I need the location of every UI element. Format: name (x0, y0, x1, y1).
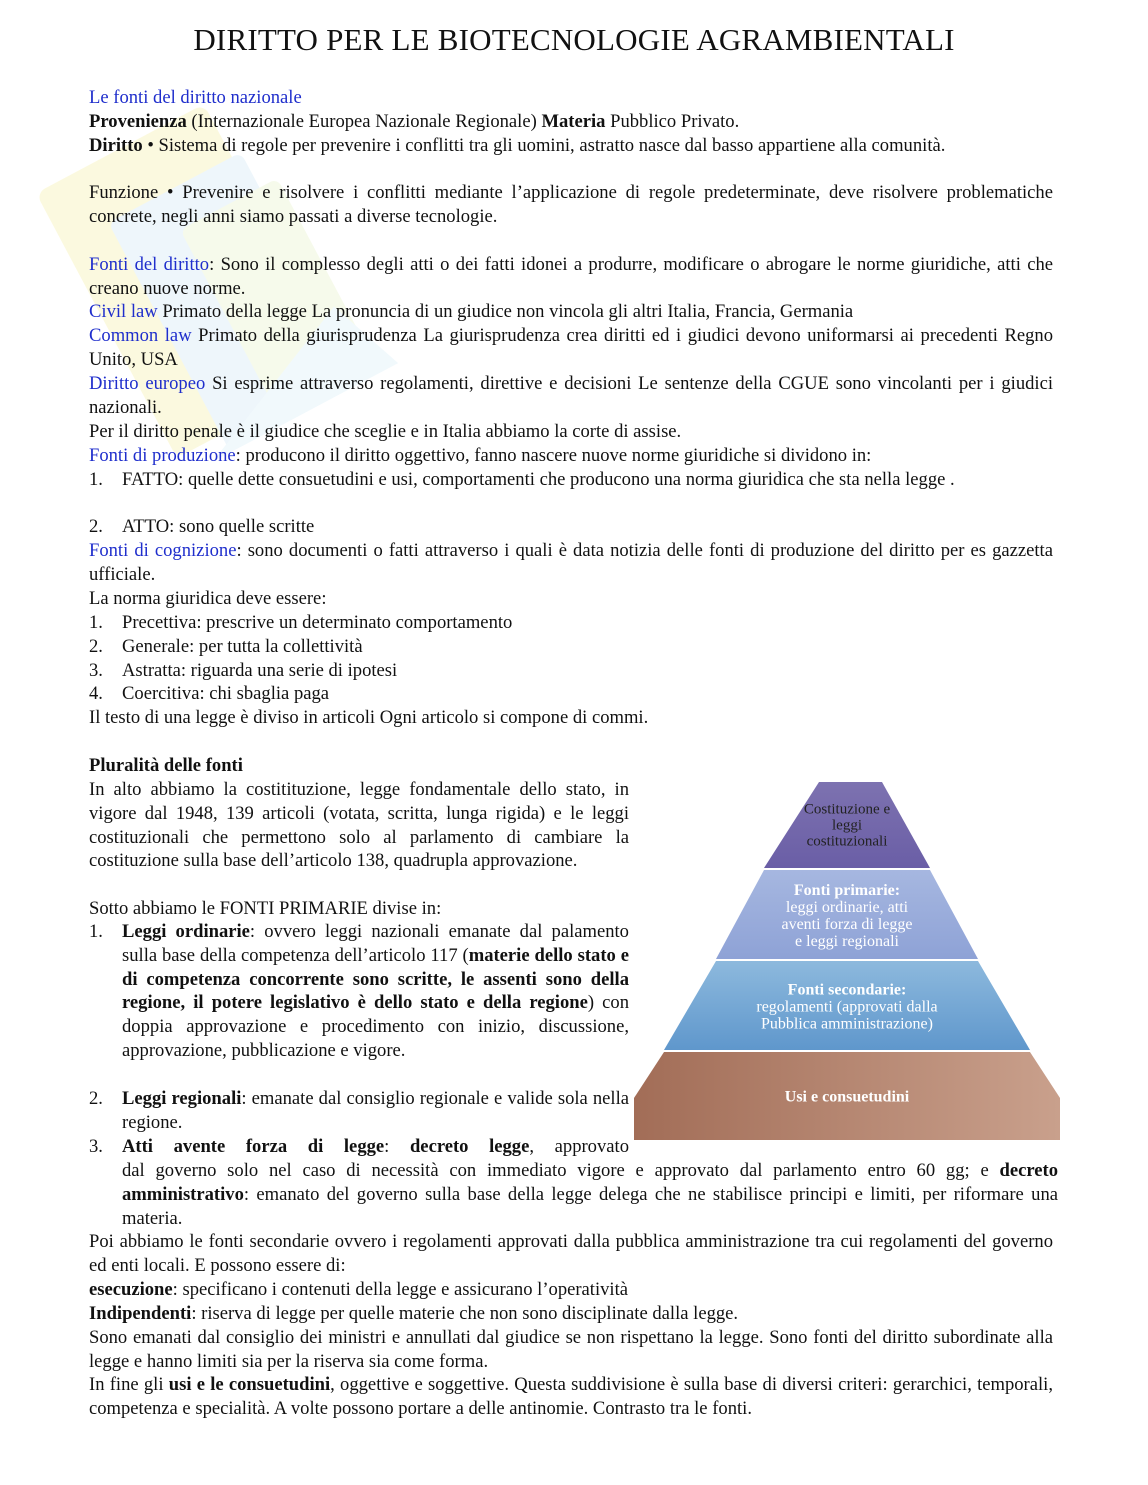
leggi-ordinarie-bold: materie dello stato e di competenza concorrente sono scritte, le assenti sono della regione, il potere legislativo è dello stato e della regione (122, 944, 629, 1014)
section-heading-pluralita (89, 754, 1053, 778)
decreto-legge-label: decreto legge (409, 1136, 530, 1157)
pyramid-label: Pubblica amministrazione) (761, 1015, 933, 1033)
list-number: 2. (89, 1088, 103, 1109)
list-text (122, 1087, 629, 1135)
provenienza-label: Provenienza (89, 111, 187, 132)
list-item (89, 1087, 629, 1135)
list-number: 4. (89, 683, 103, 704)
materia-label: Materia (541, 111, 606, 132)
list-text (122, 920, 629, 1063)
indipendenti-text: : riserva di legge per quelle materie che non sono disciplinate dalla legge. (191, 1303, 739, 1324)
leggi-regionali-text: : emanate dal consiglio regionale e valide sola nella regione. (122, 1088, 630, 1133)
leggi-ordinarie-text-b: ) con doppia approvazione e procedimento con inizio, discussione, approvazione, pubblicazione e vigore. (122, 992, 630, 1061)
atti-forza-label: Atti avente forza di legge (122, 1136, 385, 1157)
fonti-secondarie-paragraph: Poi abbiamo le fonti secondarie ovvero i regolamenti approvati dalla pubblica amministrazione tra cui regolamenti del governo ed enti locali. E possono essere di: (89, 1231, 1053, 1276)
list-item (89, 920, 629, 1063)
list-number: 1. (89, 612, 103, 633)
civil-law-paragraph (89, 300, 1053, 324)
diritto-europeo-label: Diritto europeo (89, 373, 206, 394)
emanati-paragraph: Sono emanati dal consiglio dei ministri e annullati dal giudice se non rispettano la legge. Sono fonti del diritto subordinate alla legge e hanno limiti sia per la riserva sia come forma. (89, 1327, 1053, 1372)
list-item (89, 515, 1053, 539)
leggi-ordinarie-text: : ovvero leggi nazionali emanate dal palamento sulla base della competenza dell’articolo 117 ( (122, 921, 629, 966)
diritto-text: • Sistema di regole per prevenire i conflitti tra gli uomini, astratto nasce dal basso appartiene alla comunità. (142, 135, 946, 156)
fonti-cognizione-text: : sono documenti o fatti attraverso i quali è data notizia delle fonti di produzione del diritto per es gazzetta ufficiale. (89, 540, 1053, 585)
fonti-diritto-text: : Sono il complesso degli atti o dei fatti idonei a produrre, modificare o abrogare le norme giuridiche, atti che creano nuove norme. (89, 254, 1054, 299)
indipendenti-label: Indipendenti (89, 1303, 192, 1324)
list-item (89, 635, 1053, 659)
diritto-label: Diritto (89, 135, 143, 156)
common-law-text: Primato della giurisprudenza La giurisprudenza crea diritti ed i giudici devono uniformarsi ai precedenti Regno Unito, USA (89, 325, 1053, 370)
esecuzione-text: : specificano i contenuti della legge e assicurano l’operatività (172, 1279, 629, 1300)
indipendenti-paragraph (89, 1302, 1053, 1326)
list-item (89, 682, 1053, 706)
list-item (89, 1135, 629, 1159)
fonti-pyramid-diagram (634, 782, 1060, 1142)
provenienza-text: (Internazionale Europea Nazionale Regionale) (186, 111, 542, 132)
diritto-europeo-text: Si esprime attraverso regolamenti, direttive e decisioni Le sentenze della CGUE sono vincolanti per i giudici nazionali. (89, 373, 1053, 418)
common-law-paragraph (89, 324, 1053, 372)
usi-text-b: , oggettive e soggettive. Questa suddivisione è sulla base di diversi criteri: gerarchici, temporali, competenza e specialità. A volte possono portare a delle antinomie. Contrasto tra le fonti. (89, 1374, 1053, 1419)
pyramid-label: Fonti primarie: (793, 882, 901, 900)
pyramid-label: leggi (832, 817, 862, 834)
civil-law-text: Primato della legge La pronuncia di un giudice non vincola gli altri Italia, Francia, Germania (157, 301, 854, 322)
atti-forza-sep: : (384, 1136, 410, 1157)
fonti-diritto-paragraph (89, 253, 1053, 301)
list-text (122, 1135, 629, 1159)
leggi-ordinarie-label: Leggi ordinarie (122, 921, 250, 942)
list-number: 1. (89, 469, 103, 490)
fonti-produzione-paragraph (89, 444, 1053, 468)
decreto-amministrativo-label: decreto amministrativo (122, 1160, 1058, 1205)
diritto-paragraph (89, 134, 1053, 158)
section-heading-fonti-nazionali: Le fonti del diritto nazionale (89, 87, 302, 108)
list-text: Precettiva: prescrive un determinato comportamento (122, 612, 513, 633)
list-item (89, 659, 1053, 683)
diritto-europeo-paragraph (89, 372, 1053, 420)
decreto-continuation (122, 1159, 1058, 1230)
decreto-legge-text: dal governo solo nel caso di necessità con immediato vigore e approvato dal parlamento entro 60 gg; e (122, 1160, 1000, 1181)
provenienza-paragraph (89, 110, 1053, 134)
diritto-penale-paragraph: Per il diritto penale è il giudice che sceglie e in Italia abbiamo la corte di assise. (89, 421, 682, 442)
page-title: DIRITTO PER LE BIOTECNOLOGIE AGRAMBIENTALI (193, 22, 955, 57)
fonti-diritto-label: Fonti del diritto (89, 254, 210, 275)
list-text: ATTO: sono quelle scritte (122, 516, 315, 537)
usi-text-a: In fine gli (89, 1374, 169, 1395)
costituzione-paragraph: In alto abbiamo la costitituzione, legge fondamentale dello stato, in vigore dal 1948, 139 articoli (votata, scritta, lunga rigida) e le leggi costituzionali che permettono solo al parlamento di cambiare la costituzione sulla base dell’articolo 138, quadrupla approvazione. (89, 779, 629, 872)
civil-law-label: Civil law (89, 301, 158, 322)
pyramid-label: leggi ordinarie, atti (785, 899, 909, 917)
list-text: Generale: per tutta la collettività (122, 636, 363, 657)
funzione-paragraph: Funzione • Prevenire e risolvere i conflitti mediante l’applicazione di regole predeterminate, deve risolvere problematiche concrete, negli anni siamo passati a diverse tecnologie. (89, 182, 1053, 227)
leggi-regionali-label: Leggi regionali (122, 1088, 242, 1109)
fonti-produzione-text: : producono il diritto oggettivo, fanno nascere nuove norme giuridiche si dividono in: (235, 445, 872, 466)
list-item (89, 611, 1053, 635)
pyramid-label: costituzionali (806, 833, 888, 850)
decreto-amministrativo-text: : emanato del governo sulla base della legge delega che ne stabilisce principi e limiti, per riformare una materia. (122, 1183, 1058, 1229)
list-item (89, 468, 1053, 492)
pyramid-label: Fonti secondarie: (787, 981, 907, 999)
list-text: FATTO: quelle dette consuetudini e usi, comportamenti che producono una norma giuridica che sta nella legge . (122, 469, 955, 490)
fonti-cognizione-label: Fonti di cognizione (89, 540, 237, 561)
fonti-primarie-intro: Sotto abbiamo le FONTI PRIMARIE divise in: (89, 898, 442, 919)
list-number: 2. (89, 516, 103, 537)
pyramid-label: regolamenti (approvati dalla (756, 998, 938, 1016)
usi-consuetudini-paragraph (89, 1373, 1053, 1421)
list-text: Astratta: riguarda una serie di ipotesi (122, 660, 398, 681)
pyramid-label: aventi forza di legge (781, 916, 913, 934)
usi-consuetudini-bold: usi e le consuetudini (168, 1374, 331, 1395)
list-number: 2. (89, 636, 103, 657)
pluralita-heading-text: Pluralità delle fonti (89, 755, 243, 776)
testo-legge-paragraph: Il testo di una legge è diviso in articoli Ogni articolo si compone di commi. (89, 707, 649, 728)
list-number: 3. (89, 1136, 103, 1157)
atti-forza-text-a: , approvato (529, 1136, 629, 1157)
materia-text: Pubblico Privato. (605, 111, 740, 132)
fonti-produzione-label: Fonti di produzione (89, 445, 236, 466)
list-number: 3. (89, 660, 103, 681)
pyramid-label: e leggi regionali (795, 933, 899, 951)
pyramid-label: Usi e consuetudini (784, 1088, 910, 1106)
esecuzione-label: esecuzione (89, 1279, 173, 1300)
common-law-label: Common law (89, 325, 192, 346)
fonti-cognizione-paragraph (89, 539, 1053, 587)
pyramid-label: Costituzione e (803, 801, 891, 818)
norma-paragraph: La norma giuridica deve essere: (89, 588, 327, 609)
esecuzione-paragraph (89, 1278, 1053, 1302)
list-number: 1. (89, 921, 103, 942)
list-text: Coercitiva: chi sbaglia paga (122, 683, 330, 704)
